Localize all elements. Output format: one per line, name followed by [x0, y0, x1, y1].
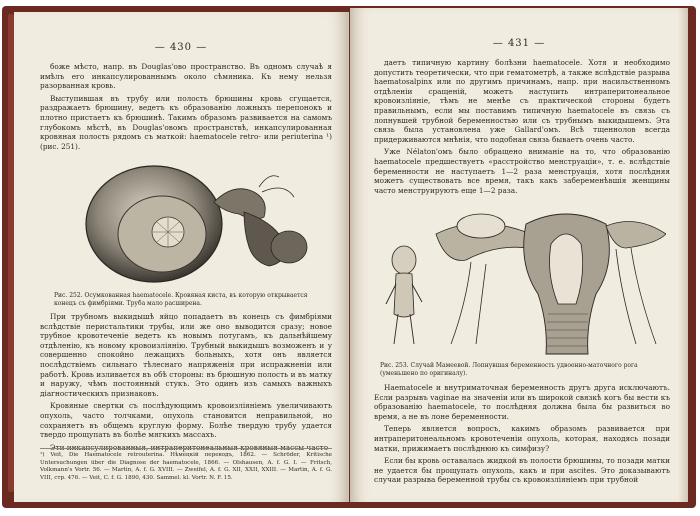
right-page-edge-shadow — [678, 8, 688, 502]
figure-haematocele-illustration — [84, 162, 318, 286]
right-paragraph-5: Если бы кровь оставалась жидкой въ полости брюшины, то позади матки не удается бы прощупать опухоль, какъ и при ascites. Это доказываютъ случаи разрыва беременной трубы съ кровоизліяніемъ при трубной — [374, 456, 670, 485]
left-top-text — [40, 62, 332, 154]
left-paragraph-1: боже мѣсто, напр. въ Douglas'ово пространство. Въ одномъ случаѣ я имѣлъ его инкапсулированнымъ около сѣмяника. Къ нему нельзя разорванная кровь. — [40, 62, 332, 91]
right-figure-caption: Рис. 253. Случай Мамеевой. Лопнувшая беременность удвоенно-маточного рога (уменьшено по оригиналу). — [380, 362, 638, 377]
left-page — [14, 12, 349, 502]
right-paragraph-4: Теперь является вопросъ, какимъ образомъ развивается при интраперитонеальномъ кровотеченіи опухоль, которая, находясь позади матки, прижимаетъ послѣднюю къ симфизу? — [374, 424, 670, 453]
left-paragraph-5: Эти инкапсулированныя, интраперитонеальныя кровяныя массы часто — [50, 442, 329, 452]
right-paragraph-1: даетъ типичную картину болѣзни haematocele. Хотя и необходимо допустить теоретически, что при гематометрѣ, а также вслѣдствіе разрыва haematosalpinx или по другимъ причинамъ, напр. при насильственномъ отдѣленіи сращеній, можетъ наступить интраперитонеальное кровоизліяніе, тѣмъ не менѣе съ практической стороны будетъ правильнымъ, если мы поставимъ типичную haematocele въ связь съ лопнувшей трубной беременностью или съ трубнымъ выкидышемъ. Эта связь была установлена уже Gallard'омъ. Всѣ тщеннолов всегда придерживаются мнѣнія, что подобная связь бываетъ очень часто. — [374, 58, 670, 144]
right-bottom-text — [374, 383, 670, 488]
figure-tubal-pregnancy-illustration — [376, 204, 666, 358]
right-paragraph-2: Уже Nélaton'омъ было обращено вниманіе на то, что образованію haematocele предшествуетъ «расстройство менструаціи», т. е. вслѣдствіе беременности не наступаетъ 1—2 раза менструація, хотя послѣдняя можетъ существовать все время, такъ какъ забеременѣвшія женщины часто менструируютъ еще 1—2 раза. — [374, 147, 670, 195]
left-footnote: ¹) Veit, Die Haematocele retrouterina. Нѣмецкій переводъ, 1862. — Schröder, Kritische Untersuchungen über die Diagnose der haematocele, 1866. — Olshausen, A. f. G. I. — Fritsch, Volkmann's Vortr. 56. — Martin, A. f. G. XVIII. — Zweifel, A. f. G. XII, XXII, XXIII. — Martin, A. f. G. VIII, стр. 476. — Veit, C. f. G. 1890, 430. Sammel. kl. Vortr. N. F. 15. — [40, 448, 332, 482]
left-page-number: — 430 — — [154, 42, 208, 53]
left-paragraph-2: Выступившая въ трубу или полость брюшины кровь сгущается, раздражаетъ брюшину, ведетъ къ образованію ложныхъ перепонокъ и плотно пристаетъ къ брюшинѣ. Такимъ образомъ развивается на самомъ глубокомъ мѣстѣ, въ Douglas'овомъ пространствѣ, инкапсулированная кровяная полость рядомъ съ маткой: haematocele retro- или periuterina ¹) (рис. 251). — [40, 93, 332, 151]
right-top-text — [374, 58, 670, 198]
left-bottom-text — [40, 312, 332, 455]
right-paragraph-3: Haematocele и внутриматочная беременность другъ друга исключаютъ. Если разрывъ vaginae на значеніи или въ широкой связкѣ когъ бы вести къ образованію haematocele, то послѣдняя должна была бы развиться во время, а не въ лоне беременности. — [374, 383, 670, 421]
left-paragraph-4: Кровяные свертки съ послѣдующимъ кровоизліяніемъ увеличиваютъ опухоль, часто толчками, опухоль становится неправильной, но сохраняетъ въ общемъ круглую форму. Болѣе твердую трубу удается твердо прощупать въ болѣе мягкихъ массахъ. — [40, 401, 332, 440]
left-paragraph-3: При трубномъ выкидышѣ яйцо попадаетъ въ конецъ съ фимбріями вслѣдствіе перистальтики трубы, или же оно выводится сразу; новое трубное кровотеченіе ведетъ къ новымъ потугамъ, къ дальнѣйшему отдѣленію, къ новому кровоизліянію. Трубный выкидышъ возможенъ и у совершенно спокойно лежащихъ больныхъ, хотя онъ является послѣдствіемъ сильнаго тѣлеснаго напряженія при испражненіи или работѣ. Кровь изливается въ обѣ стороны: въ брюшную полость и въ матку и наружу, чѣмъ постоянный стукъ. Это одинъ изъ самыхъ важныхъ діагностическихъ признаковъ. — [40, 312, 332, 398]
right-page-number: — 431 — — [492, 38, 546, 49]
right-page — [350, 8, 688, 502]
left-figure-caption: Рис. 252. Осумкованная haematocele. Кровяная киста, въ которую открывается конецъ съ фимбріями. Труба мало расширена. — [54, 292, 308, 307]
